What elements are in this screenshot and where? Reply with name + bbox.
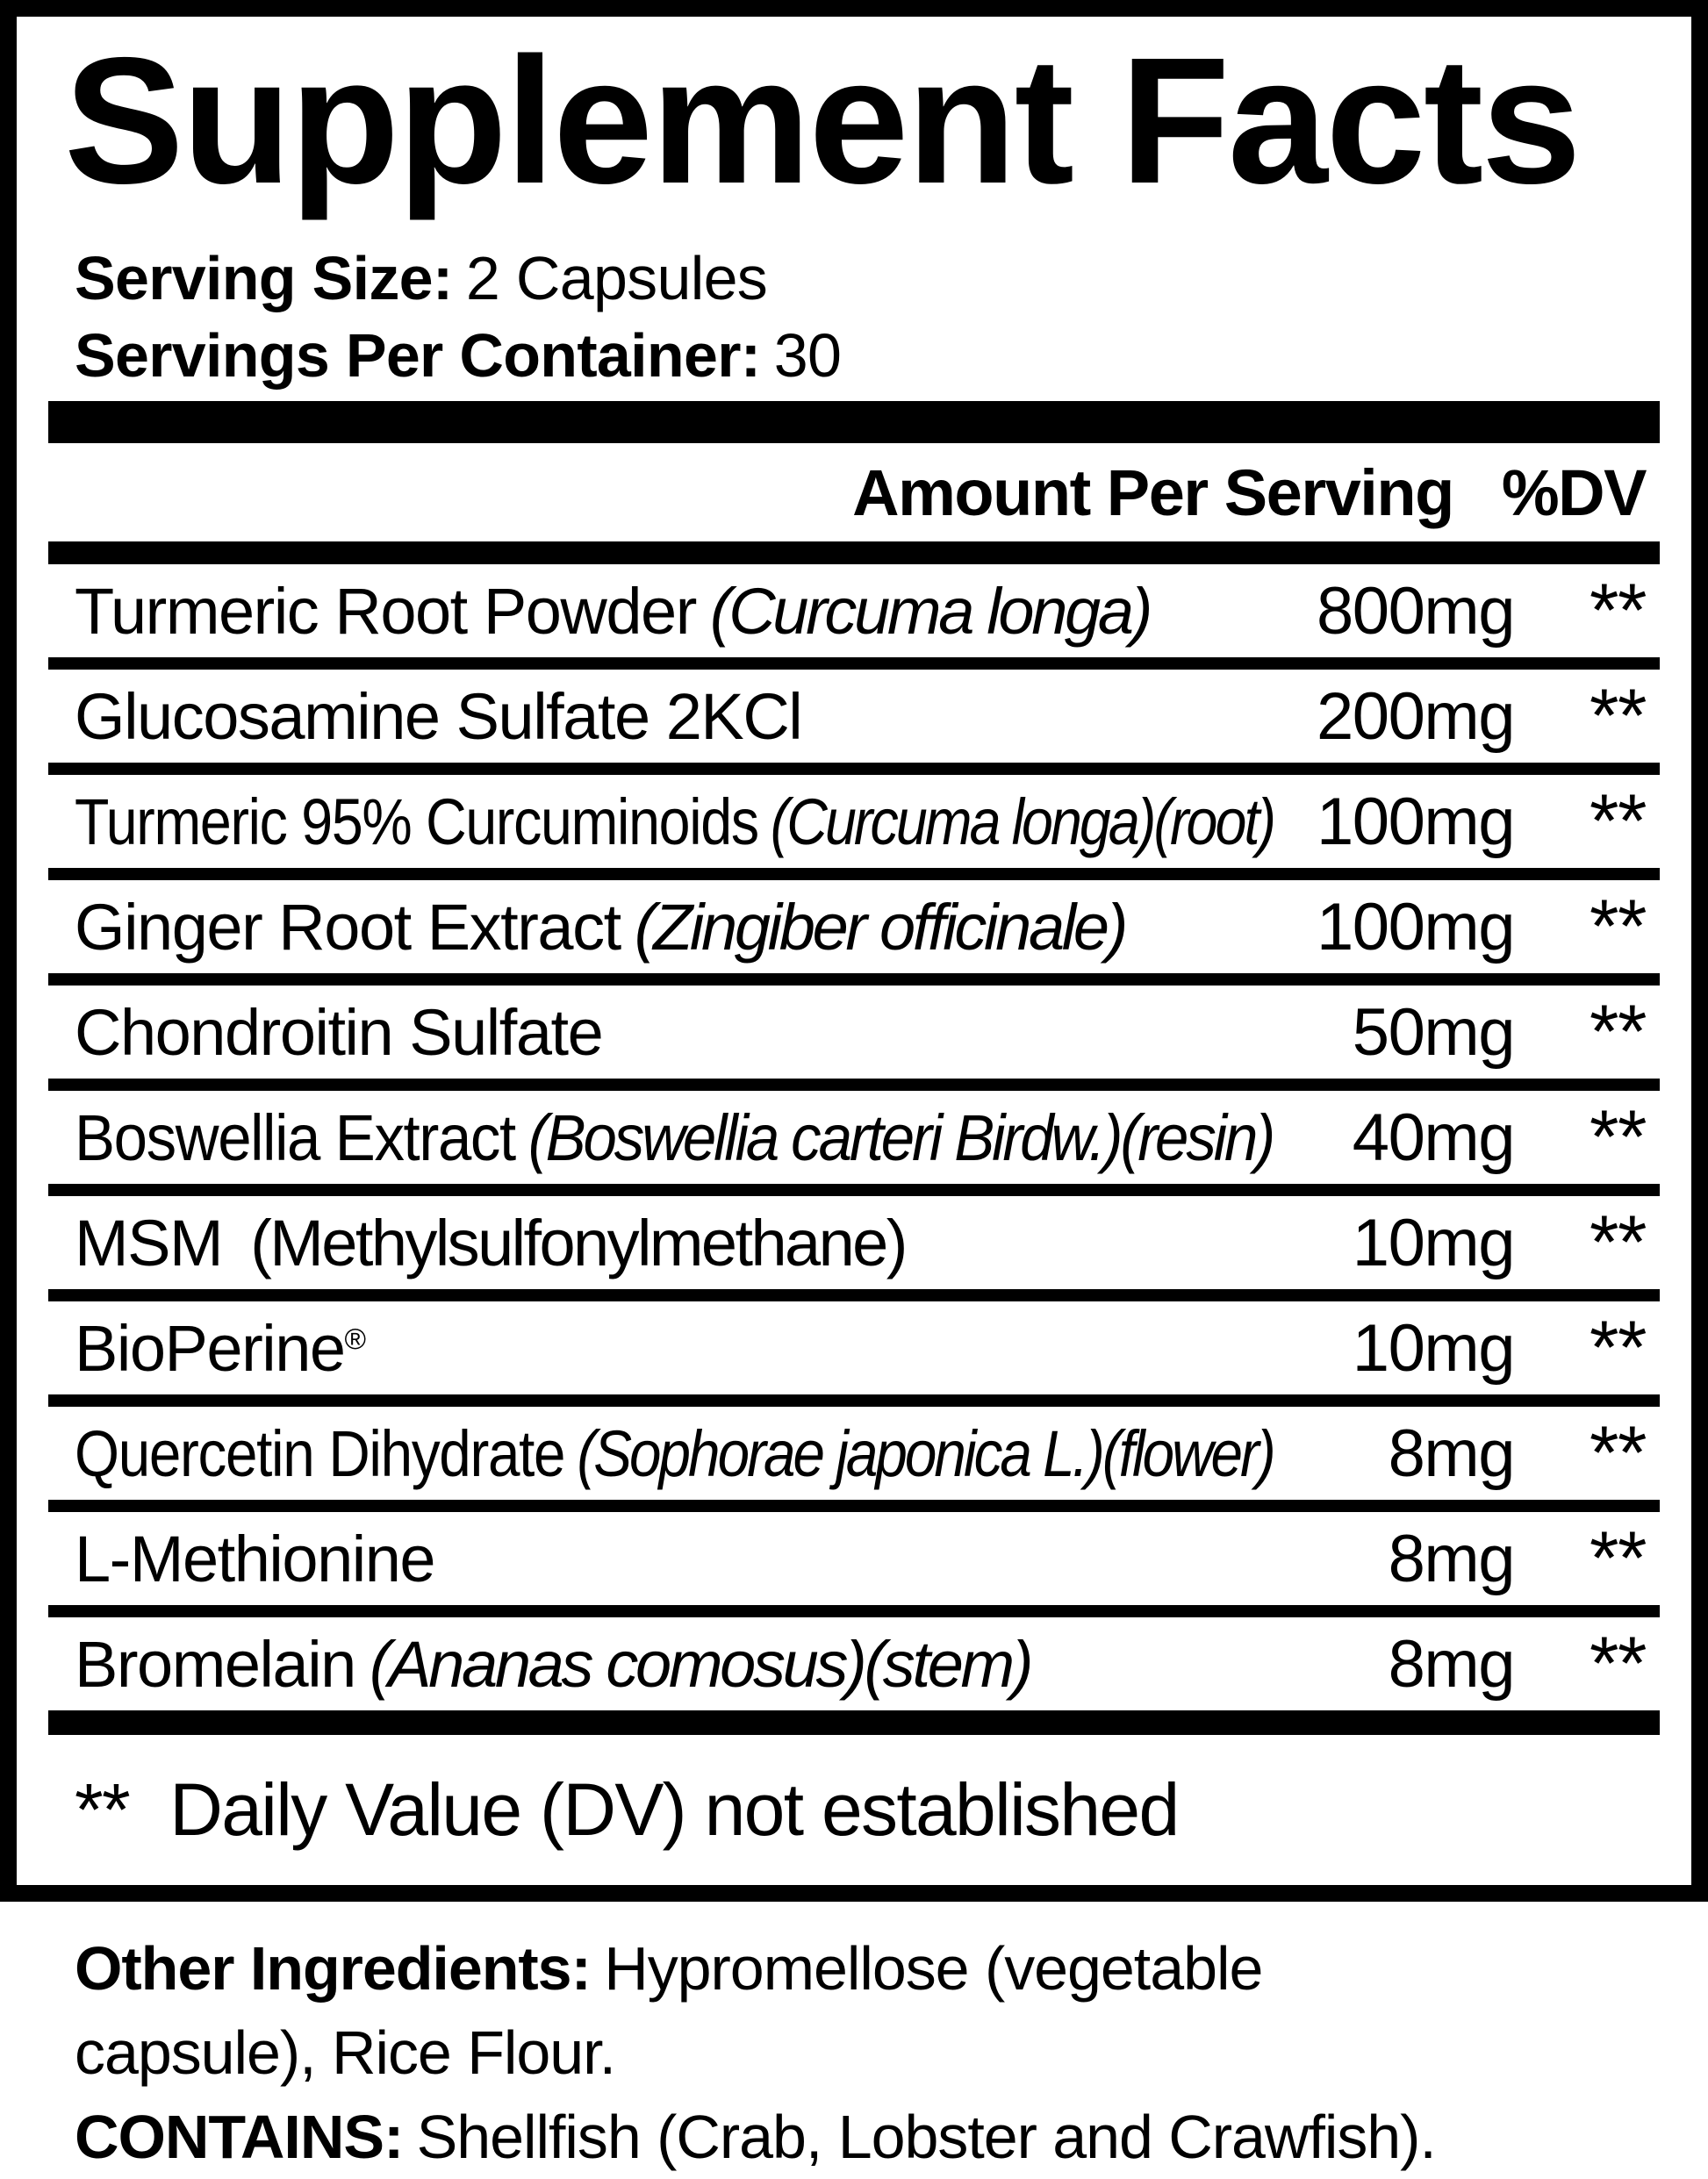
ingredient-name-group xyxy=(75,890,1139,964)
ingredient-name: MSM xyxy=(75,1206,223,1279)
amount-value: 200mg xyxy=(1317,678,1514,754)
ingredient-name: Glucosamine Sulfate 2KCl xyxy=(75,679,802,753)
dv-value: ** xyxy=(1590,1305,1646,1390)
serving-size-label: Serving Size: xyxy=(75,244,453,312)
dv-value: ** xyxy=(1590,884,1646,969)
dv-value: ** xyxy=(1590,989,1646,1074)
ingredient-name-cell xyxy=(75,1311,1286,1386)
registered-trademark-mark: ® xyxy=(344,1322,365,1356)
serving-size xyxy=(75,240,1660,317)
ingredient-latin-name: (Zingiber officinale) xyxy=(634,890,1126,964)
ingredient-name: Bromelain xyxy=(75,1627,355,1701)
ingredient-description: (Methylsulfonylmethane) xyxy=(250,1206,906,1279)
dv-value: ** xyxy=(1590,1410,1646,1495)
table-row xyxy=(48,1394,1660,1500)
dv-footnote-text: Daily Value (DV) not established xyxy=(169,1768,1179,1851)
ingredient-name-cell xyxy=(75,1627,1286,1702)
ingredient-name-cell xyxy=(75,679,1286,754)
servings-per-container-label: Servings Per Container: xyxy=(75,321,761,390)
servings-per-container-value: 30 xyxy=(773,321,842,390)
amount-value: 100mg xyxy=(1317,784,1514,859)
ingredient-name-group xyxy=(75,679,829,754)
ingredient-name-group xyxy=(75,995,630,1070)
ingredient-name-group xyxy=(75,574,1164,649)
table-row xyxy=(48,1500,1660,1605)
divider-bar-thick xyxy=(48,401,1660,443)
ingredient-name-group xyxy=(75,1206,906,1280)
ingredient-name: Turmeric 95% Curcuminoids xyxy=(75,785,758,858)
serving-info xyxy=(48,240,1660,394)
ingredient-name-cell xyxy=(75,574,1286,649)
amount-value: 8mg xyxy=(1388,1521,1514,1596)
ingredient-name-cell xyxy=(75,785,1286,859)
table-row xyxy=(48,1079,1660,1184)
divider-bar-footnote xyxy=(48,1710,1660,1735)
table-row xyxy=(48,564,1660,657)
contains-statement xyxy=(75,2095,1690,2179)
ingredient-name: L-Methionine xyxy=(75,1522,435,1595)
ingredient-name-cell xyxy=(75,890,1286,964)
ingredient-name-group xyxy=(75,1416,1286,1491)
ingredient-name-cell xyxy=(75,1522,1286,1596)
ingredient-name-group xyxy=(75,1627,1044,1702)
dv-value: ** xyxy=(1590,1621,1646,1706)
other-ingredients xyxy=(75,1926,1303,2095)
ingredient-latin-name: (Sophorae japonica L.)(flower) xyxy=(577,1416,1274,1490)
dv-value: ** xyxy=(1590,673,1646,758)
table-row xyxy=(48,763,1660,868)
ingredient-name-group xyxy=(75,1311,393,1386)
other-ingredients-value: Hypromellose (vegetable capsule), Rice Flour. xyxy=(75,1934,1263,2087)
column-headers xyxy=(48,443,1660,541)
ingredient-name: Ginger Root Extract xyxy=(75,890,621,964)
dv-value: ** xyxy=(1590,1200,1646,1285)
ingredient-latin-name: (Boswellia carteri Birdw.)(resin) xyxy=(527,1100,1274,1174)
below-panel-text xyxy=(0,1902,1708,2179)
ingredient-name: Chondroitin Sulfate xyxy=(75,995,603,1069)
dv-footnote xyxy=(48,1735,1660,1885)
ingredient-name-cell xyxy=(75,1416,1286,1491)
ingredient-latin-name: (Curcuma longa)(root) xyxy=(770,785,1274,858)
dv-value: ** xyxy=(1590,1516,1646,1601)
amount-value: 8mg xyxy=(1388,1416,1514,1491)
contains-label: CONTAINS: xyxy=(75,2103,404,2171)
ingredient-latin-name: (Curcuma longa) xyxy=(709,574,1151,648)
amount-value: 800mg xyxy=(1317,573,1514,649)
page-title-text: Supplement Facts xyxy=(64,20,1580,221)
amount-per-serving-header: Amount Per Serving xyxy=(852,455,1453,529)
dv-value: ** xyxy=(1590,568,1646,653)
ingredient-name-group xyxy=(75,1522,463,1596)
ingredient-name-cell xyxy=(75,1206,1286,1280)
amount-value: 10mg xyxy=(1352,1205,1514,1280)
ingredient-name-cell xyxy=(75,995,1286,1070)
serving-size-value: 2 Capsules xyxy=(465,244,768,312)
ingredient-name-cell xyxy=(75,1100,1286,1175)
dv-value: ** xyxy=(1590,778,1646,864)
amount-value: 50mg xyxy=(1352,994,1514,1070)
amount-value: 8mg xyxy=(1388,1626,1514,1702)
ingredient-name: Turmeric Root Powder xyxy=(75,574,696,648)
servings-per-container xyxy=(75,317,1660,394)
ingredient-table xyxy=(48,564,1660,1710)
amount-value: 100mg xyxy=(1317,889,1514,964)
divider-bar-header xyxy=(48,541,1660,564)
dv-value: ** xyxy=(1590,1094,1646,1179)
ingredient-name: Boswellia Extract xyxy=(75,1100,515,1174)
amount-value: 10mg xyxy=(1352,1310,1514,1386)
ingredient-name-group xyxy=(75,785,1286,859)
table-row xyxy=(48,973,1660,1079)
contains-value: Shellfish (Crab, Lobster and Crawfish). xyxy=(416,2103,1436,2171)
table-row xyxy=(48,868,1660,973)
table-row xyxy=(48,1605,1660,1710)
other-ingredients-label: Other Ingredients: xyxy=(75,1934,591,2003)
dv-footnote-marker: ** xyxy=(75,1768,130,1851)
dv-header: %DV xyxy=(1501,455,1646,529)
ingredient-latin-name: (Ananas comosus)(stem) xyxy=(369,1627,1031,1701)
page-title xyxy=(48,20,1660,221)
table-row xyxy=(48,1289,1660,1394)
table-row xyxy=(48,657,1660,763)
ingredient-name: BioPerine xyxy=(75,1311,345,1385)
table-row xyxy=(48,1184,1660,1289)
amount-value: 40mg xyxy=(1352,1100,1514,1175)
ingredient-name: Quercetin Dihydrate xyxy=(75,1416,565,1490)
ingredient-name-group xyxy=(75,1100,1286,1175)
